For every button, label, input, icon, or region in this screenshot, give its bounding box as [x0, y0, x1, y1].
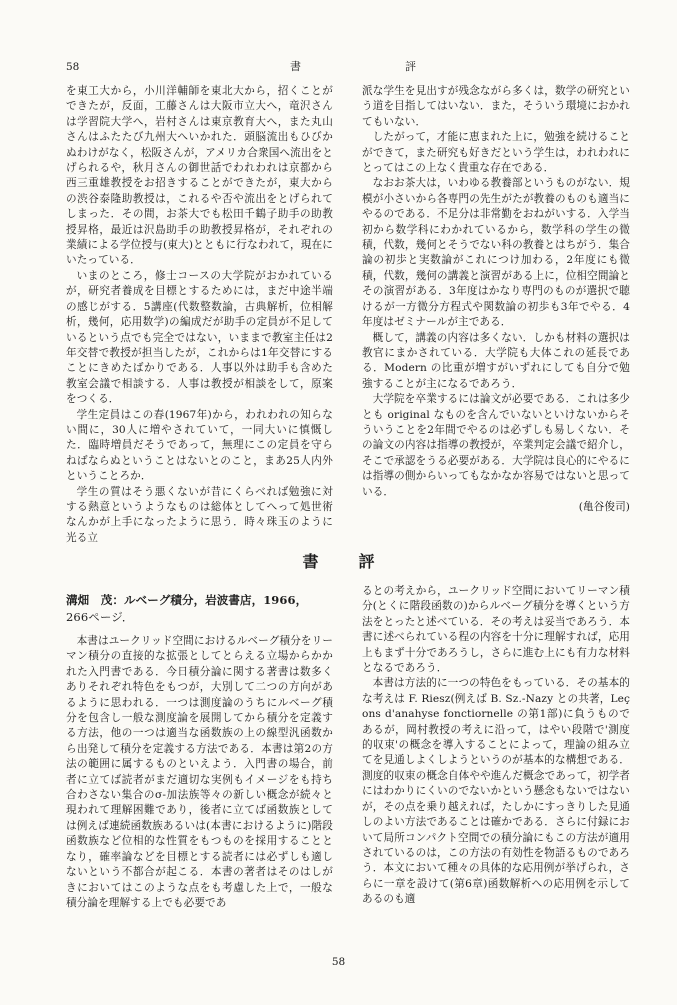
paragraph: 本書はユークリッド空間におけるルベーグ積分をリーマン積分の直接的な拡張としてとらえる立場からかかれた入門書である．今日積分論に関する著書は数多くありそれぞれ特色をもつが，大別して二つの方向があるように思われる．一つは測度論のうちにルベーグ積分を包含し一般な測度論を展開してから積分を定義する方法，他の一つは適当な函数族の上の線型汎函数から出発して積分を定義する方法である．本書は第2の方法の範囲に属するものといえよう．入門書の場合，前者に立てば読者がまだ適切な実例もイメージをも持ち合わさない集合のσ-加法族等々の新しい概念が続々と現われて理解困難であり，後者に立てば函数族としては例えば連続函数族あるいは(本書におけるように)階段函数族など位相的な性質をもつものを採用することとなり，確率論などを目標とする読者には必ずしも適しないという不都合が起こる．本書の著者はそのはしがきにおいてはこのような点をも考慮した上で，一般な積分論を理解する上でも必要であ: [66, 635, 333, 909]
paragraph: いまのところ，修士コースの大学院がおかれているが，研究者養成を目標とするためには，まだ中途半端の感じがする．5講座(代数整数論，古典解析，位相解析，幾何，応用数学)の編成だが助手の定員が不足しているという点でも完全ではない，いままで教室主任は2年交替で教授が担当したが，これからは1年交替にすることにきめたばかりである．人事以外は助手も含めた教室会議で相談する．人事は教授が相談をして，原案をつくる．: [66, 269, 333, 406]
header-title-right: 評: [405, 60, 416, 73]
review2-left-column: [66, 592, 333, 911]
book-reference: [66, 592, 333, 626]
paragraph: 学生定員はこの春(1967年)から，われわれの知らない間に，30人に増やされていて，一同大いに慎慨した．臨時増員だそうであって，無理にこの定員を守らねばならぬということはないとのこと，まあ25人内外ということろか．: [66, 408, 333, 483]
paragraph: 本書は方法的に一つの特色をもっている．その基本的な考えは F. Riesz(例えば B. Sz.-Nazy との共著，Leçons d'anahyse fonctiornelle の第1部)に負うものであるが，岡村教授の考えに沿って，はやい段階で'測度的収束'の概念を導入することによって，理論の組み立てを見通しよくしようというのが基本的な構想である．測度的収束の概念自体やや進んだ概念であって，初学者にはわかりにくいのでないかという懸念もないではないが，その点を乗り越えれば，たしかにすっきりした見通しのよい方法であることは確かである．さらに付録において局所コンパクト空間での積分論にもこの方法が適用されているのは，この方法の有効性を物語るものであろう．本文において種々の具体的な応用例が挙げられ，さらに一章を設けて(第6章)函数解析への応用例を示してあるのも適: [362, 677, 630, 906]
book-page-count: 266ページ．: [66, 610, 134, 624]
footer-page-number: 58: [331, 956, 346, 968]
review1-left-column: [66, 84, 333, 546]
header-title-left: 書: [290, 60, 301, 73]
paragraph: したがって，才能に恵まれた上に，勉強を続けることができて，また研究も好きだという学生は，われわれにとってはこの上なく貴重な存在である．: [362, 131, 630, 175]
book-citation: 溝畑 茂：ルベーグ積分，岩波書店，1966，: [66, 593, 308, 607]
paragraph: 概して，講義の内容は多くない．しかも材料の選択は教官にまかされている．大学院も大体これの延長である．Modern の比重が増すがいずれにしても自分で勉強することが主になるであろう．: [362, 331, 630, 390]
paragraph: を東工大から，小川洋輔師を東北大から，招くことができたが，反面，工藤さんは大阪市立大へ，竜沢さんは学習院大学へ，岩村さんは東京教育大へ，また丸山さんはふたたび九州大へいかれた．頭脳流出もひびかぬわけがなく，松阪さんが，アメリカ合衆国へ流出をとげられるや，秋月さんの御世話でわれわれは京都から西三重雄教授をお招きすることができたが，東大からの渋谷泰隆助教授は，これるや否や流出をとげられてしまった．その間，お茶大でも松田千鶴子助手の助教授昇格，最近は沢島助手の助教授昇格が，それぞれの業績による学位授与(東大)とともに行なわれて，現在にいたっている．: [66, 85, 333, 267]
paragraph: 学生の質はそう悪くないが昔にくらべれば勉強に対する熱意というようなものは総体としてへって処世術なんかが上手になったように思う．時々珠玉のように光る立: [66, 485, 333, 544]
author-signature: (亀谷俊司): [578, 500, 630, 513]
review2-right-column: [362, 584, 630, 908]
header-page-number: 58: [66, 61, 80, 73]
paragraph: なおお茶大は，いわゆる教養部というものがない．規模が小さいから各専門の先生がたが教養のものも適当にやるのである．不足分は非常勤をおねがいする．入学当初から数学科にわかれているから，数学科の学生の微積，代数，幾何とそうでない科の教養とはちがう．集合論の初歩と実数論がこれにつけ加わる，2年度にも微積，代数，幾何の講義と演習がある上に，位相空間論とその演習がある．3年度はかなり専門のものが選択で聴けるが一方微分方程式や関数論の初歩も3年でやる．4年度はゼミナールが主である．: [362, 177, 630, 329]
section-title: 書評: [302, 552, 415, 571]
paragraph: るとの考えから，ユークリッド空間においてリーマン積分(とくに階段函数の)からルベーグ積分を導くという方法をとったと述べている．その考えは妥当であろう．本書に述べられている程の内容を十分に理解すれば，応用上もまず十分であろうし，さらに進む上にも有力な材料となるであろう．: [362, 585, 630, 675]
paragraph: 大学院を卒業するには論文が必要である．これは多少とも original なものを含んでいないといけないからそういうことを2年間でやるのは必ずしも易しくない．その論文の内容は指導の教授が，卒業判定会議で紹介し，そこで承認をうる必要がある．大学院は良心的にやるには指導の側からいってもなかなか容易ではないと思っている．: [362, 393, 630, 498]
paragraph: 派な学生を見出すが残念ながら多くは，数学の研究という道を目指してはいない．また，そういう環境におかれてもいない．: [362, 85, 630, 128]
review1-right-column: [362, 84, 630, 515]
